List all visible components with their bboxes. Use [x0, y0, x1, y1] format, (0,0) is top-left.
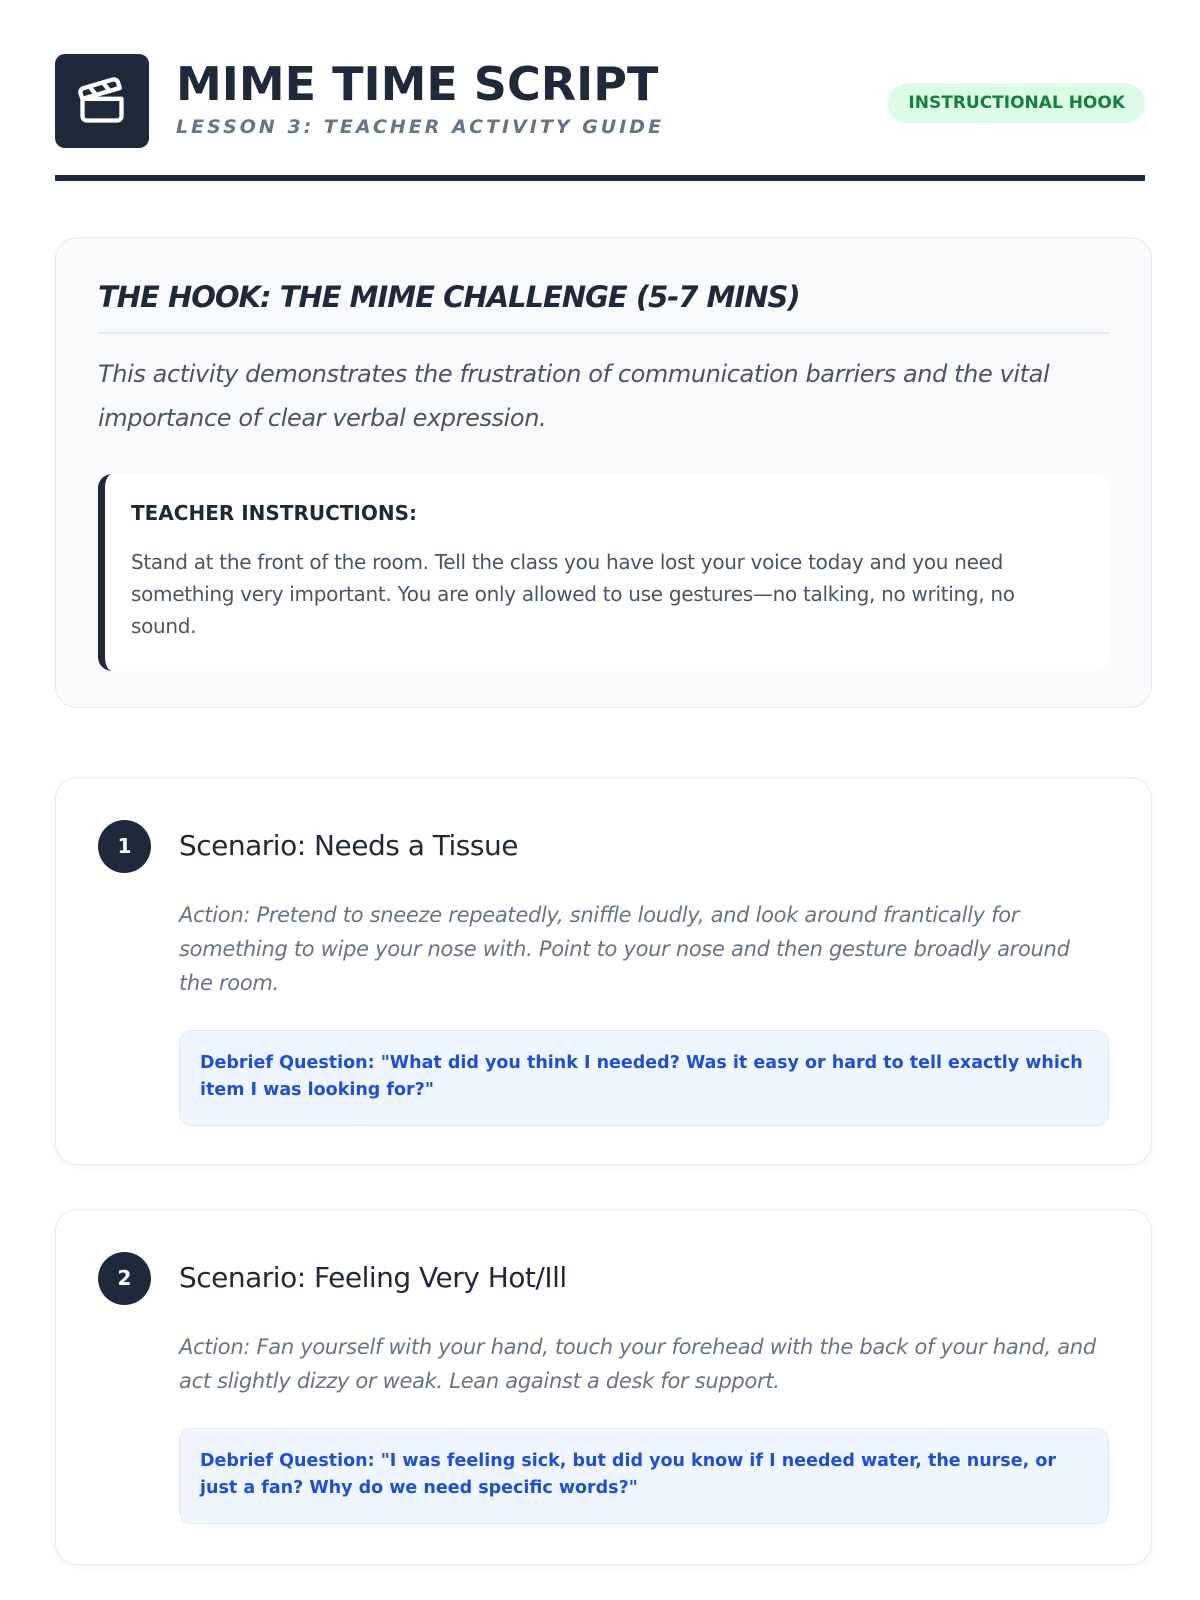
debrief-question	[179, 1428, 1109, 1524]
debrief-question	[179, 1030, 1109, 1126]
page-subtitle: LESSON 3: TEACHER ACTIVITY GUIDE	[176, 116, 665, 138]
title-block	[176, 58, 664, 138]
scenario-body	[179, 1330, 1109, 1524]
instructions-title: TEACHER INSTRUCTIONS:	[131, 501, 417, 525]
hook-title: THE HOOK: THE MIME CHALLENGE (5-7 MINS)	[98, 276, 1109, 334]
page-header	[55, 54, 1145, 181]
scenario-action: Action: Fan yourself with your hand, touch your forehead with the back of your hand, and act slightly dizzy or weak. Lean against a desk for support.	[179, 1335, 1096, 1393]
scenario-card	[55, 777, 1152, 1165]
scenario-card	[55, 1209, 1152, 1565]
debrief-label: Debrief Question:	[200, 1053, 375, 1073]
scenario-number: 2	[98, 1252, 151, 1305]
status-badge: INSTRUCTIONAL HOOK	[888, 83, 1145, 123]
hook-card	[55, 237, 1152, 708]
logo	[55, 54, 149, 148]
teacher-instructions	[98, 474, 1109, 671]
scenario-number: 1	[98, 820, 151, 873]
scenario-title: Scenario: Feeling Very Hot/Ill	[179, 1261, 567, 1294]
hook-intro: This activity demonstrates the frustration of communication barriers and the vital importance of clear verbal expression.	[98, 360, 1050, 432]
scenario-action: Action: Pretend to sneeze repeatedly, sniffle loudly, and look around frantically for something to wipe your nose with. Point to your nose and then gesture broadly around the room.	[179, 903, 1070, 995]
debrief-label: Debrief Question:	[200, 1451, 375, 1471]
instructions-body: Stand at the front of the room. Tell the class you have lost your voice today and you need something very important. You are only allowed to use gestures—no talking, no writing, no sound.	[131, 550, 1015, 638]
page-title: MIME TIME SCRIPT	[176, 57, 659, 111]
scenario-body	[179, 898, 1109, 1126]
debrief-text: "What did you think I needed? Was it easy or hard to tell exactly which item I was looking for?"	[200, 1053, 1083, 1100]
clapperboard-icon	[76, 75, 128, 127]
debrief-text: "I was feeling sick, but did you know if I needed water, the nurse, or just a fan? Why do we need specific words?"	[200, 1451, 1056, 1498]
scenario-title: Scenario: Needs a Tissue	[179, 829, 518, 862]
